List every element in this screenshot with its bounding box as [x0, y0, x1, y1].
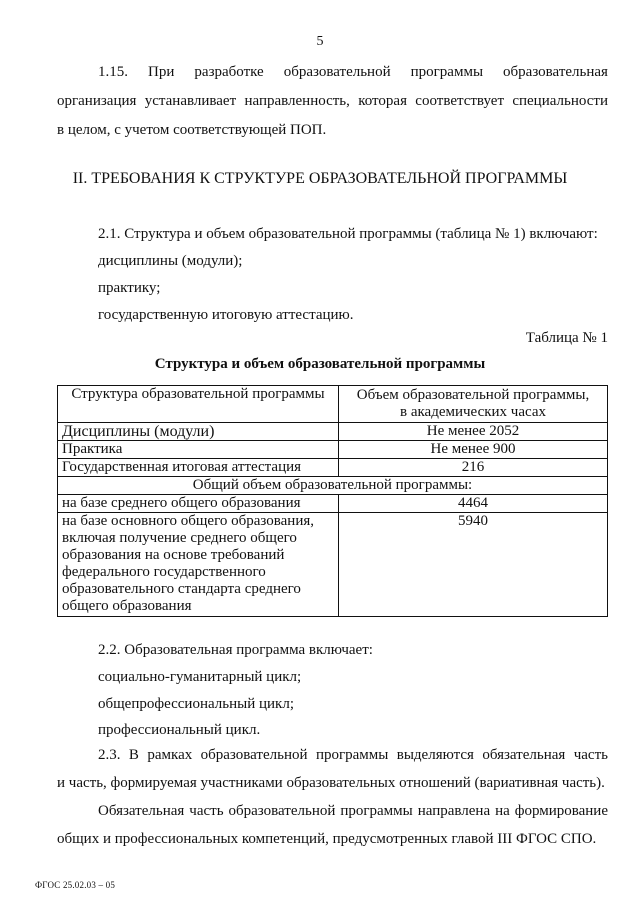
table-row — [58, 423, 608, 441]
list-item: дисциплины (модули); — [98, 253, 243, 269]
header-structure: Структура образовательной программы — [58, 386, 339, 423]
word: 1.15. — [98, 64, 128, 80]
paragraph-1-15-line-1 — [98, 64, 608, 81]
page-number: 5 — [316, 34, 324, 49]
table-row — [58, 513, 608, 617]
row-label-line: федерального государственного — [62, 564, 266, 580]
list-item: практику; — [98, 280, 161, 296]
row-label — [58, 513, 339, 617]
word: программы — [410, 64, 484, 80]
header-volume-line-2: в академических часах — [399, 404, 546, 420]
row-value: 4464 — [339, 495, 608, 513]
table-total-header-row — [58, 477, 608, 495]
row-label: Государственная итоговая аттестация — [58, 459, 339, 477]
list-item: общепрофессиональный цикл; — [98, 696, 294, 712]
row-value: Не менее 2052 — [339, 423, 608, 441]
paragraph-obligatory-line-1: Обязательная часть образовательной программы направлена на формирование — [98, 803, 608, 819]
paragraph-2-1-intro: 2.1. Структура и объем образовательной программы (таблица № 1) включают: — [98, 226, 598, 242]
row-label: на базе среднего общего образования — [58, 495, 339, 513]
section-heading: II. ТРЕБОВАНИЯ К СТРУКТУРЕ ОБРАЗОВАТЕЛЬНОЙ ПРОГРАММЫ — [72, 170, 568, 187]
paragraph-1-15-line-3: в целом, с учетом соответствующей ПОП. — [57, 122, 327, 138]
row-label-line: образовательного стандарта среднего — [62, 581, 301, 597]
row-label-line: общего образования — [62, 598, 192, 614]
row-label: Дисциплины (модули) — [58, 423, 339, 441]
word: образовательной — [283, 64, 391, 80]
structure-table — [57, 385, 608, 617]
list-item: профессиональный цикл. — [98, 722, 261, 738]
row-value: 5940 — [339, 513, 608, 617]
header-volume — [339, 386, 608, 423]
row-value: 216 — [339, 459, 608, 477]
word: При — [148, 64, 175, 80]
list-item: социально-гуманитарный цикл; — [98, 669, 302, 685]
table-row — [58, 441, 608, 459]
table-label: Таблица № 1 — [525, 330, 608, 346]
word: разработке — [194, 64, 264, 80]
row-label-line: образования на основе требований — [62, 547, 285, 563]
row-value: Не менее 900 — [339, 441, 608, 459]
paragraph-2-3-line-1: 2.3. В рамках образовательной программы выделяются обязательная часть — [98, 747, 608, 763]
footer-code: ФГОС 25.02.03 – 05 — [35, 880, 116, 890]
paragraph-obligatory-line-2: общих и профессиональных компетенций, предусмотренных главой III ФГОС СПО. — [57, 831, 597, 847]
table-row — [58, 459, 608, 477]
row-label-line: включая получение среднего общего — [62, 530, 297, 546]
paragraph-2-2-intro: 2.2. Образовательная программа включает: — [98, 642, 373, 658]
table-row — [58, 495, 608, 513]
paragraph-2-3-line-2: и часть, формируемая участниками образовательных отношений (вариативная часть). — [57, 775, 605, 791]
row-label-line: на базе основного общего образования, — [62, 513, 314, 529]
paragraph-1-15-line-2: организация устанавливает направленность, которая соответствует специальности — [57, 93, 608, 109]
total-header: Общий объем образовательной программы: — [58, 477, 608, 495]
table-title: Структура и объем образовательной программы — [154, 356, 486, 372]
list-item: государственную итоговую аттестацию. — [98, 307, 354, 323]
row-label: Практика — [58, 441, 339, 459]
table-header-row — [58, 386, 608, 423]
header-volume-line-1: Объем образовательной программы, — [356, 387, 590, 403]
word: образовательная — [503, 64, 608, 80]
